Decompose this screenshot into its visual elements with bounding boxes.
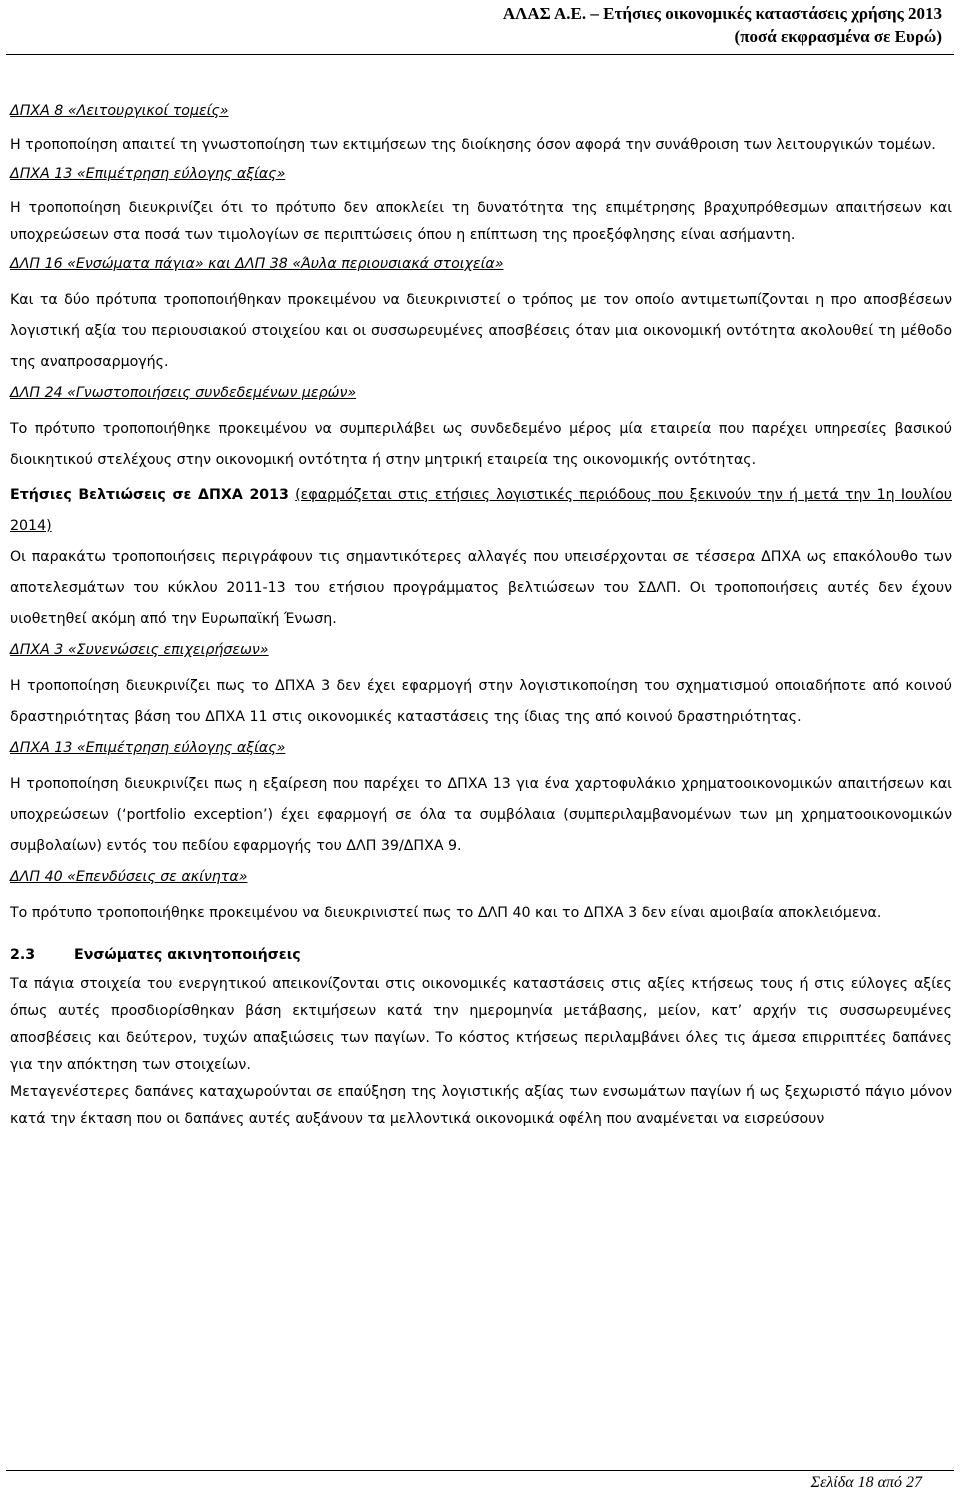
heading-ifrs8: ΔΠΧΑ 8 «Λειτουργικοί τομείς» — [10, 103, 229, 119]
page-body — [10, 100, 952, 1133]
paragraph-ifrs13: Η τροποποίηση διευκρινίζει ότι το πρότυπο δεν αποκλείει τη δυνατότητα της επιμέτρησης βραχυπρόθεσμων απαιτήσεων και υποχρεώσεων στα ποσά των τιμολογίων σε περιπτώσεις όπου η επίπτωση της προεξόφλησης είναι ασήμαντη. — [10, 200, 952, 243]
section-title — [10, 943, 952, 967]
paragraph-ias40: Το πρότυπο τροποποιήθηκε προκειμένου να διευκρινιστεί πως το ΔΛΠ 40 και το ΔΠΧΑ 3 δεν είναι αμοιβαία αποκλειόμενα. — [10, 905, 882, 921]
paragraph-ifrs13-improvement: Η τροποποίηση διευκρινίζει πως η εξαίρεση που παρέχει το ΔΠΧΑ 13 για ένα χαρτοφυλάκιο χρηματοοικονομικών απαιτήσεων και υποχρεώσεων (‘portfolio exception’) έχει εφαρμογή σε όλα τα συμβόλαια (συμπεριλαμβανομένων των μη χρηματοοικονομικών συμβολαίων) εντός του πεδίου εφαρμογής του ΔΛΠ 39/ΔΠΧΑ 9. — [10, 776, 952, 854]
improvements-title: Ετήσιες Βελτιώσεις σε ΔΠΧΑ 2013 — [10, 487, 289, 503]
page-number: Σελίδα 18 από 27 — [810, 1474, 922, 1491]
heading-ias40: ΔΛΠ 40 «Επενδύσεις σε ακίνητα» — [10, 869, 248, 885]
section-title-text: Ενσώματες ακινητοποιήσεις — [74, 947, 301, 963]
document-header — [0, 0, 960, 48]
heading-ias24: ΔΛΠ 24 «Γνωστοποιήσεις συνδεδεμένων μερών» — [10, 385, 357, 401]
improvements-title-line — [10, 480, 952, 542]
section-number: 2.3 — [10, 947, 36, 963]
header-title-line — [0, 2, 942, 25]
header-company: ΑΛΑΣ Α.Ε. – — [502, 4, 604, 23]
header-divider — [6, 54, 954, 55]
heading-ifrs13-improvement: ΔΠΧΑ 13 «Επιμέτρηση εύλογης αξίας» — [10, 740, 286, 756]
section-paragraph: Μεταγενέστερες δαπάνες καταχωρούνται σε επαύξηση της λογιστικής αξίας των ενσωμάτων παγίων ή ως ξεχωριστό πάγιο μόνον κατά την έκταση που οι δαπάνες αυτές αυξάνουν τα μελλοντικά οικονομικά οφέλη που αναμένεται να εισρεύσουν — [10, 1084, 952, 1127]
heading-ifrs3: ΔΠΧΑ 3 «Συνενώσεις επιχειρήσεων» — [10, 642, 269, 658]
section-paragraph: Τα πάγια στοιχεία του ενεργητικού απεικονίζονται στις οικονομικές καταστάσεις στις αξίες κτήσεως τους ή στις εύλογες αξίες όπως αυτές προσδιορίσθηκαν βάση εκτιμήσεων κατά την ημερομηνία μετάβασης, μείον, κατ’ αρχήν τις συσσωρευμένες αποσβέσεις και δεύτερον, τυχών απαξιώσεις των παγίων. Το κόστος κτήσεως περιλαμβάνει όλες τις άμεσα επιρριπτέες δαπάνες για την απόκτηση των στοιχείων. — [10, 976, 952, 1073]
improvements-intro: Οι παρακάτω τροποποιήσεις περιγράφουν τις σημαντικότερες αλλαγές που υπεισέρχονται σε τέσσερα ΔΠΧΑ ως επακόλουθο των αποτελεσμάτων του κύκλου 2011-13 του ετήσιου προγράμματος βελτιώσεων του ΣΔΛΠ. Οι τροποποιήσεις αυτές δεν έχουν υιοθετηθεί ακόμη από την Ευρωπαϊκή Ένωση. — [10, 549, 952, 627]
header-title: Ετήσιες οικονομικές καταστάσεις χρήσης 2013 — [603, 4, 942, 23]
footer-divider — [6, 1470, 954, 1471]
header-subtitle: (ποσά εκφρασμένα σε Ευρώ) — [734, 27, 942, 46]
paragraph-ifrs8: Η τροποποίηση απαιτεί τη γνωστοποίηση των εκτιμήσεων της διοίκησης όσον αφορά την συνάθροιση των λειτουργικών τομέων. — [10, 137, 936, 153]
paragraph-ifrs3: Η τροποποίηση διευκρινίζει πως το ΔΠΧΑ 3 δεν έχει εφαρμογή στην λογιστικοποίηση του σχηματισμού οποιαδήποτε από κοινού δραστηριότητας βάση του ΔΠΧΑ 11 στις οικονομικές καταστάσεις της ίδιας της από κοινού δραστηριότητας. — [10, 678, 952, 725]
paragraph-ias24: Το πρότυπο τροποποιήθηκε προκειμένου να συμπεριλάβει ως συνδεδεμένο μέρος μία εταιρεία που παρέχει υπηρεσίες βασικού διοικητικού στελέχους στην οικονομική οντότητα ή στην μητρική εταιρεία της οικονομικής οντότητας. — [10, 421, 952, 468]
paragraph-ias16-ias38: Και τα δύο πρότυπα τροποποιήθηκαν προκειμένου να διευκρινιστεί ο τρόπος με τον οποίο αντιμετωπίζονται η προ αποσβέσεων λογιστική αξία του περιουσιακού στοιχείου και οι συσσωρευμένες αποσβέσεις όταν μια οικονομική οντότητα ακολουθεί τη μέθοδο της αναπροσαρμογής. — [10, 292, 952, 370]
heading-ifrs13: ΔΠΧΑ 13 «Επιμέτρηση εύλογης αξίας» — [10, 166, 286, 182]
improvements-note: (εφαρμόζεται στις ετήσιες λογιστικές περιόδους που ξεκινούν την ή μετά την 1η Ιουλίου 2014) — [10, 487, 953, 534]
heading-ias16-ias38: ΔΛΠ 16 «Ενσώματα πάγια» και ΔΛΠ 38 «Άυλα περιουσιακά στοιχεία» — [10, 256, 504, 272]
